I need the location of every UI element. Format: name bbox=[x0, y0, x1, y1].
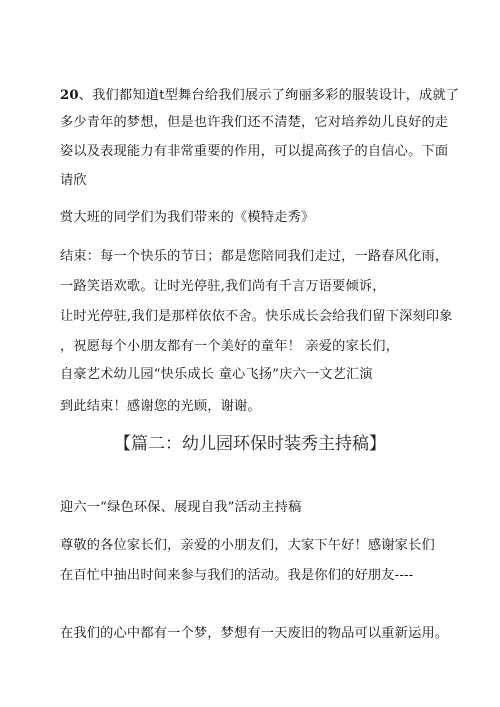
closing-line-2: 一路笑语欢歌。让时光停驻,我们尚有千言万语要倾诉， bbox=[60, 279, 386, 294]
intro-line-4: 请欣 bbox=[60, 173, 87, 188]
closing-line-3: 让时光停驻,我们是那样依依不舍。快乐成长会给我们留下深刻印象 bbox=[60, 309, 453, 324]
intro-line-3: 姿以及表现能力有非常重要的作用，可以提高孩子的自信心。下面 bbox=[60, 144, 449, 159]
intro-line-1-text: 、我们都知道t型舞台给我们展示了绚丽多彩的服装设计，成就了 bbox=[78, 88, 460, 103]
closing-line-4: ，祝愿每个小朋友都有一个美好的童年！ 亲爱的家长们， bbox=[60, 339, 400, 354]
closing-line-6: 到此结束！感谢您的光顾，谢谢。 bbox=[60, 399, 261, 414]
intro-line-1 bbox=[60, 86, 459, 106]
dream-line: 在我们的心中都有一个梦，梦想有一天废旧的物品可以重新运用。 bbox=[60, 626, 449, 641]
intro-line-2: 多少青年的梦想，但是也许我们还不清楚，它对培养幼儿良好的走 bbox=[60, 115, 449, 130]
item-number: 20 bbox=[60, 88, 79, 103]
closing-line-5: 自豪艺术幼儿园“快乐成长 童心飞扬”庆六一文艺汇演 bbox=[60, 367, 373, 382]
invite-line: 赏大班的同学们为我们带来的《模特走秀》 bbox=[60, 210, 315, 225]
greeting-line-1: 尊敬的各位家长们，亲爱的小朋友们，大家下午好！感谢家长们 bbox=[60, 538, 435, 553]
section-heading: 【篇二：幼儿园环保时装秀主持稿】 bbox=[114, 434, 386, 454]
greeting-line-2: 在百忙中抽出时间来参与我们的活动。我是你们的好朋友---- bbox=[60, 568, 414, 583]
section-title: 迎六一“绿色环保、展现自我”活动主持稿 bbox=[60, 500, 302, 515]
closing-line-1: 结束：每一个快乐的节日；都是您陪同我们走过，一路春风化雨， bbox=[60, 249, 449, 264]
